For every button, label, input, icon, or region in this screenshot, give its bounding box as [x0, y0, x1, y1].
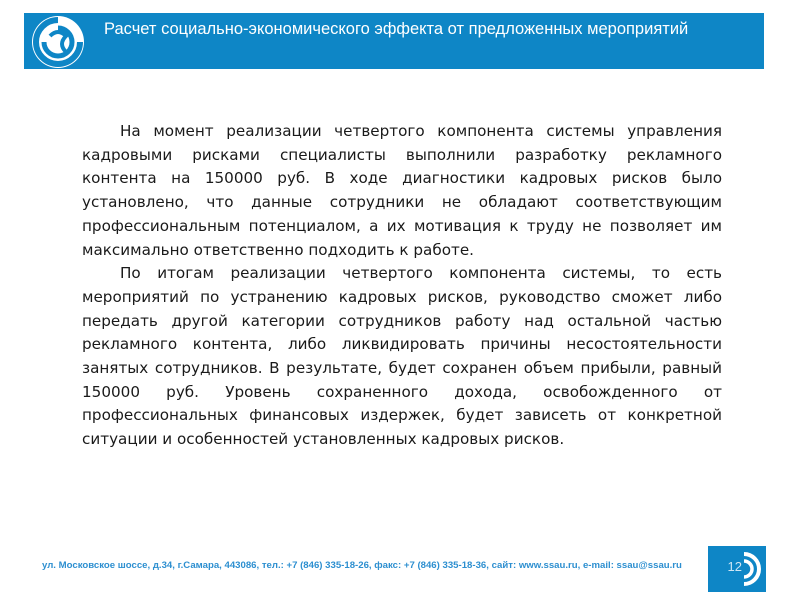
footer-contact: ул. Московское шоссе, д.34, г.Самара, 443086, тел.: +7 (846) 335-18-26, факс: +7 (846) 335-18-36, сайт: www.ssau.ru, e-mail: ssau@ssau.ru: [42, 560, 682, 571]
footer-logo-icon: [740, 550, 766, 588]
page-number: 12: [727, 559, 742, 574]
paragraph-2: По итогам реализации четвертого компонента системы, то есть мероприятий по устранению кадровых рисков, руководство сможет либо передать другой категории сотрудников работу над остальной частью рекламного контента, либо ликвидировать причины несостоятельности занятых сотрудников. В результате, будет сохранен объем прибыли, равный 150000 руб. Уровень сохраненного дохода, освобожденного от профессиональных финансовых издержек, будет зависеть от конкретной ситуации и особенностей установленных кадровых рисков.: [82, 264, 722, 449]
ssau-logo-icon: [30, 14, 86, 70]
body-text: [82, 120, 722, 452]
page-title: Расчет социально-экономического эффекта от предложенных мероприятий: [104, 20, 689, 38]
paragraph-1: На момент реализации четвертого компонента системы управления кадровыми рисками специалисты выполнили разработку рекламного контента на 150000 руб. В ходе диагностики кадровых рисков было установлено, что данные сотрудники не обладают соответствующим профессиональным потенциалом, а их мотивация к труду не позволяет им максимально ответственно подходить к работе.: [82, 122, 722, 259]
